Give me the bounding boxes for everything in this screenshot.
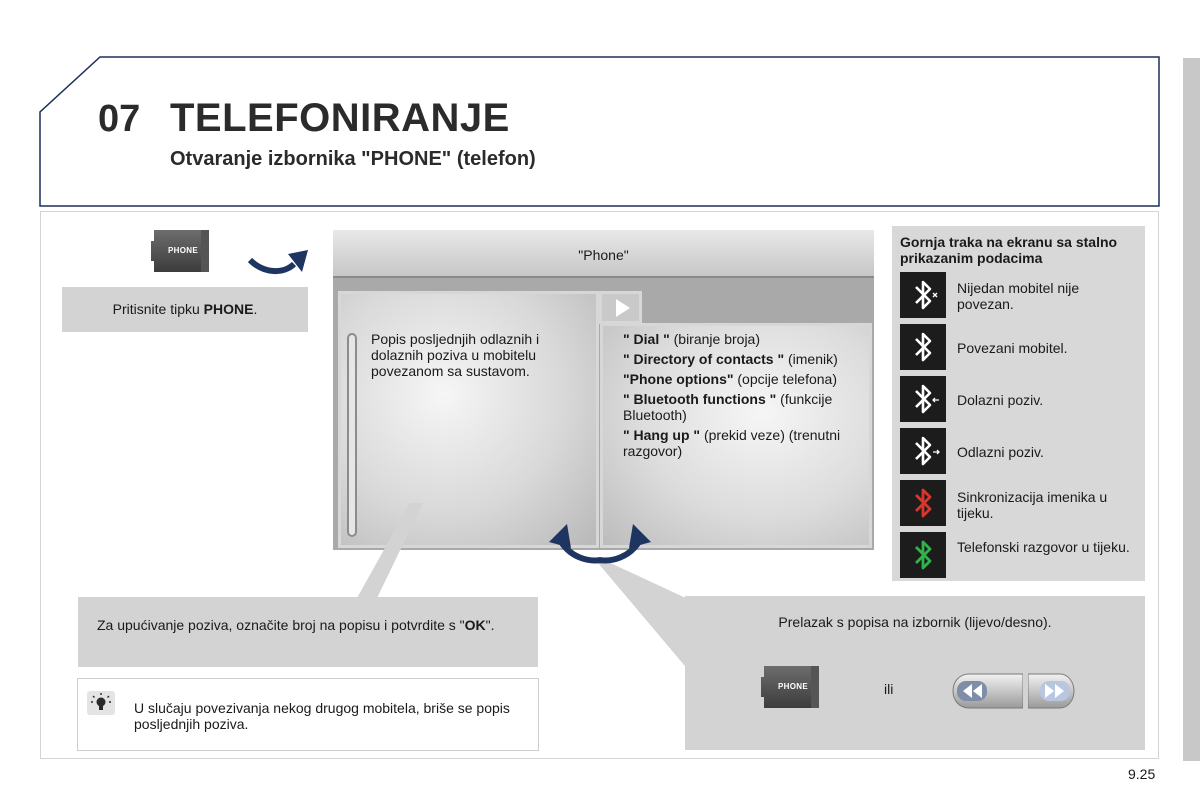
menu-item-hang-up[interactable] (623, 427, 863, 459)
page-number: 9.25 (1128, 766, 1156, 782)
curved-arrow-icon (248, 240, 312, 282)
menu-item-bluetooth-desc: (funkcije Bluetooth) (623, 391, 833, 423)
screen-title-bar (333, 230, 874, 278)
phone-key-label: PHONE (778, 682, 808, 691)
menu-item-phone-options-label: "Phone options" (623, 371, 734, 387)
bluetooth-outgoing-call-icon (900, 428, 946, 474)
legend-text-sync: Sinkronizacija imenika u tijeku. (957, 489, 1108, 521)
tip-text: U slučaju povezivanja nekog drugog mobitela, briše se popis posljednjih poziva. (134, 700, 510, 732)
press-text: Pritisnite tipku (112, 301, 204, 317)
switch-instruction-text: Prelazak s popisa na izbornik (lijevo/desno). (778, 614, 1052, 630)
phone-menu-list (623, 331, 863, 463)
chapter-title: TELEFONIRANJE (170, 96, 510, 140)
menu-item-hang-up-label: " Hang up " (623, 427, 701, 443)
lightbulb-icon (87, 691, 115, 715)
chapter-number: 07 (98, 98, 141, 140)
menu-item-bluetooth[interactable] (623, 391, 863, 423)
menu-item-directory-label: " Directory of contacts " (623, 351, 785, 367)
bluetooth-sync-icon (900, 480, 946, 526)
seek-forward-button[interactable] (1028, 672, 1076, 710)
legend-text-outgoing: Odlazni poziv. (957, 444, 1044, 460)
seek-back-button[interactable] (951, 672, 1023, 710)
bluetooth-disconnected-icon (900, 272, 946, 318)
bluetooth-incoming-call-icon (900, 376, 946, 422)
menu-item-dial[interactable] (623, 331, 863, 347)
phone-key-button[interactable] (761, 664, 821, 710)
menu-item-dial-label: " Dial " (623, 331, 670, 347)
legend-text-incoming: Dolazni poziv. (957, 392, 1044, 408)
legend-heading: Gornja traka na ekranu sa stalno prikazanim podacima (900, 234, 1118, 266)
legend-text-connected: Povezani mobitel. (957, 340, 1068, 356)
legend-text-in-call: Telefonski razgovor u tijeku. (957, 539, 1130, 555)
ok-key-name: OK (464, 617, 486, 633)
or-text: ili (884, 681, 894, 697)
call-instruction-suffix: ". (485, 617, 495, 633)
bluetooth-connected-icon (900, 324, 946, 370)
call-instruction-text (97, 617, 522, 633)
menu-tab-button[interactable] (599, 291, 642, 324)
bluetooth-in-call-icon (900, 532, 946, 578)
play-arrow-icon (616, 299, 630, 317)
side-tab (1183, 58, 1200, 761)
chapter-subtitle: Otvaranje izbornika "PHONE" (telefon) (170, 148, 536, 170)
press-suffix: . (253, 301, 258, 317)
menu-item-bluetooth-label: " Bluetooth functions " (623, 391, 777, 407)
menu-item-dial-desc: (biranje broja) (669, 331, 760, 347)
menu-item-phone-options[interactable] (623, 371, 863, 387)
recent-calls-description: Popis posljednjih odlaznih i dolaznih poziva u mobitelu povezanom sa sustavom. (371, 331, 540, 379)
press-phone-instruction (62, 287, 308, 332)
screen-title: "Phone" (578, 247, 629, 263)
legend-text-no-phone: Nijedan mobitel nije povezan. (957, 280, 1080, 312)
press-key-name: PHONE (203, 301, 254, 317)
menu-item-phone-options-desc: (opcije telefona) (733, 371, 838, 387)
swap-arrows-icon (545, 520, 655, 568)
menu-item-directory-desc: (imenik) (784, 351, 838, 367)
list-scrollbar[interactable] (347, 333, 357, 537)
phone-key-button[interactable] (151, 228, 211, 274)
call-instruction-prefix: Za upućivanje poziva, označite broj na popisu i potvrdite s " (97, 617, 465, 633)
phone-key-label: PHONE (168, 246, 198, 255)
menu-item-hang-up-desc: (prekid veze) (trenutni razgovor) (623, 427, 841, 459)
recent-calls-pane[interactable] (338, 291, 599, 548)
menu-item-directory[interactable] (623, 351, 863, 367)
